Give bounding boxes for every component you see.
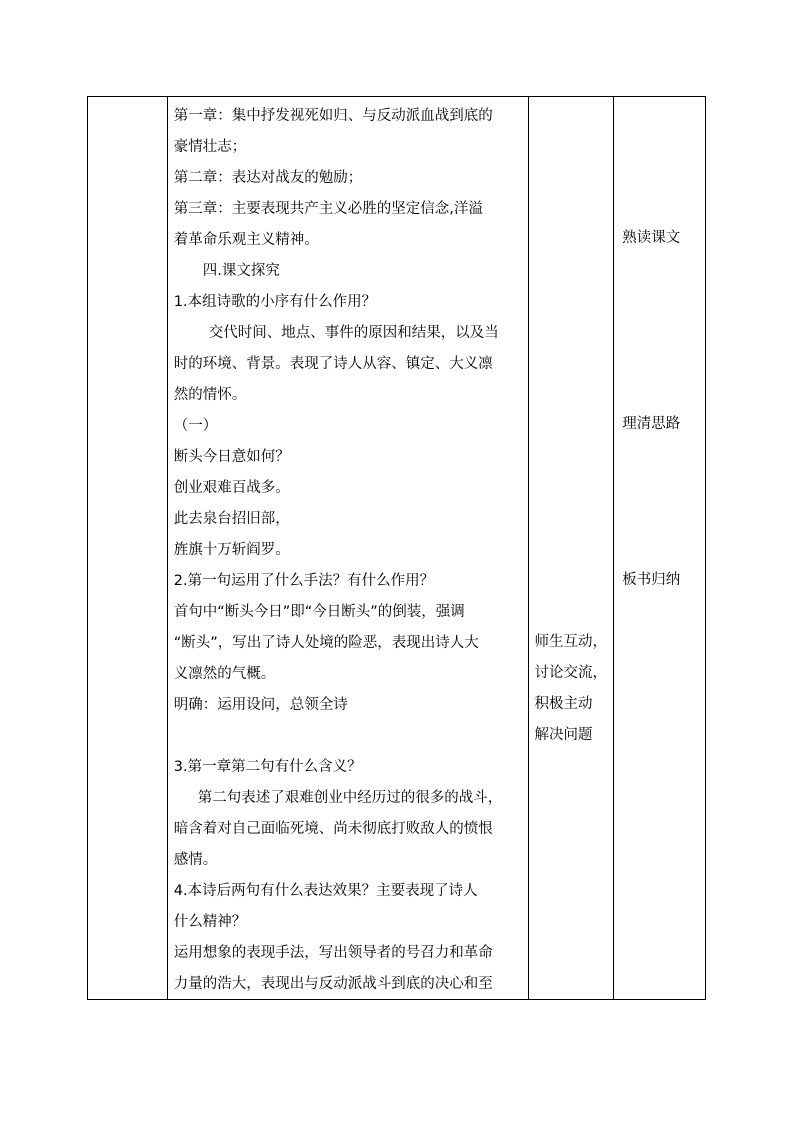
activity-line: 解决问题 (534, 727, 593, 743)
lesson-plan-table (87, 96, 706, 1000)
content-line: 此去泉台招旧部， (173, 511, 290, 527)
column-content (168, 97, 529, 999)
content-line: 1.本组诗歌的小序有什么作用？ (173, 294, 377, 310)
content-line: 时的环境、背景。表现了诗人从容、镇定、大义凛 (173, 356, 493, 372)
content-line: 3.第一章第二句有什么含义？ (173, 759, 362, 775)
content-line: 第二句表述了艰难创业中经历过的很多的战斗， (197, 790, 503, 806)
column-empty (88, 97, 168, 999)
content-line: 交代时间、地点、事件的原因和结果，以及当 (208, 325, 499, 341)
goal-clarify-ideas: 理清思路 (622, 416, 681, 432)
content-line: 运用想象的表现手法，写出领导者的号召力和革命 (173, 945, 493, 961)
content-line: 然的情怀。 (173, 387, 247, 403)
content-line: 4.本诗后两句有什么表达效果？主要表现了诗人 (173, 883, 478, 899)
content-line: 首句中“断头今日”即“今日断头”的倒装，强调 (173, 604, 465, 620)
content-line: 创业艰难百战多。 (173, 480, 290, 496)
content-line: 着革命乐观主义精神。 (173, 232, 319, 248)
content-line: （一） (173, 418, 218, 434)
content-line: 四.课文探究 (202, 263, 280, 279)
content-line: 断头今日意如何？ (173, 449, 290, 465)
activity-line: 积极主动 (534, 696, 593, 712)
content-line: 第二章：表达对战友的勉励； (173, 170, 363, 186)
goal-read-text: 熟读课文 (622, 230, 681, 246)
content-line: 明确：运用设问，总领全诗 (173, 697, 348, 713)
goal-board-summary: 板书归纳 (622, 572, 681, 588)
content-line: 第三章：主要表现共产主义必胜的坚定信念,洋溢 (173, 201, 483, 217)
content-line: 什么精神？ (173, 914, 247, 930)
activity-line: 师生互动， (534, 634, 608, 650)
activity-block (535, 627, 608, 751)
content-line: 力量的浩大，表现出与反动派战斗到底的决心和至 (173, 976, 493, 992)
content-line: 第一章：集中抒发视死如归、与反动派血战到底的 (173, 108, 493, 124)
activity-line: 讨论交流， (534, 665, 608, 681)
content-line: 2.第一句运用了什么手法？有什么作用？ (173, 573, 435, 589)
content-line: 豪情壮志； (173, 139, 247, 155)
blank-line (174, 721, 522, 752)
content-line: “断头”，写出了诗人处境的险恶，表现出诗人大 (173, 635, 479, 651)
content-line: 义凛然的气概。 (173, 666, 276, 682)
column-activity (529, 97, 615, 999)
column-goals (614, 97, 705, 999)
content-line: 暗含着对自己面临死境、尚未彻底打败敌人的愤恨 (173, 821, 493, 837)
content-line: 旌旗十万斩阎罗。 (173, 542, 290, 558)
content-line: 感情。 (173, 852, 218, 868)
